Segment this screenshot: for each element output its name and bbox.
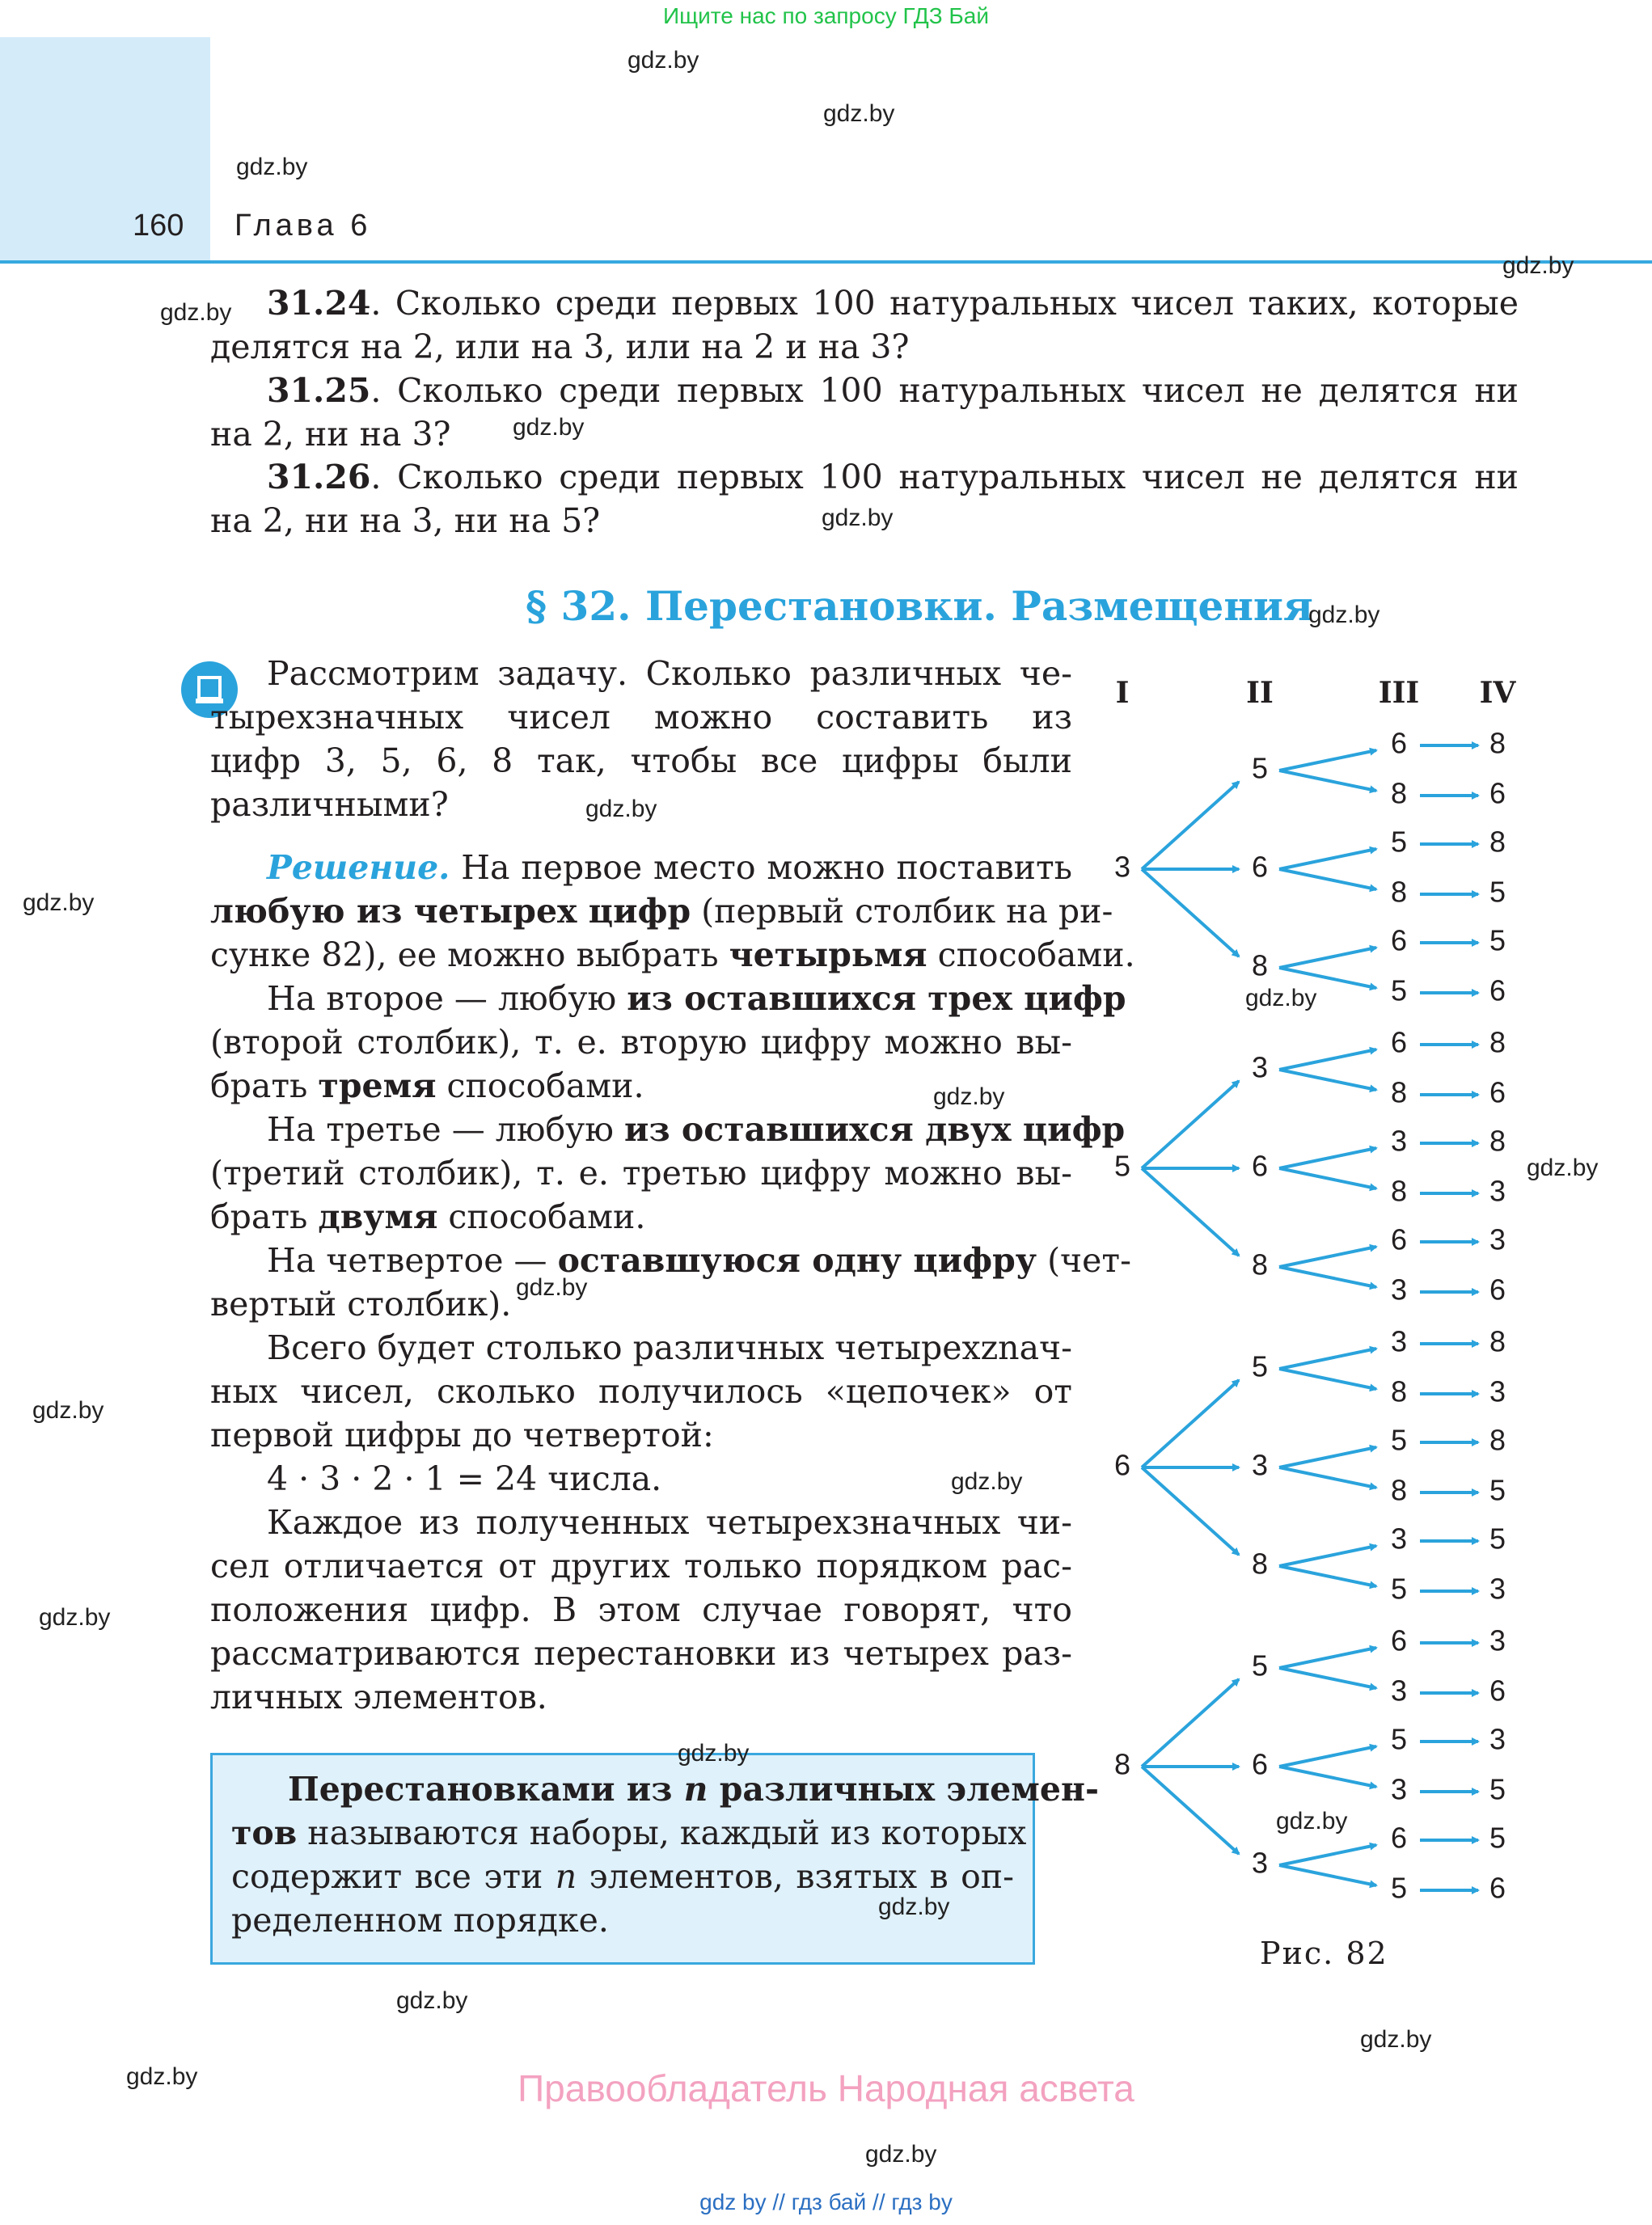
tree-arrow [1279, 1447, 1376, 1467]
fourth-digit: 8 [1489, 1324, 1506, 1358]
solution-line: (второй столбик), т. е. вторую цифру можно вы- [210, 1023, 1072, 1062]
emphasis: тремя [318, 1066, 437, 1105]
solution-line [267, 977, 1126, 1020]
permutation-tree-diagram [1084, 663, 1536, 1924]
solution-line: личных элементов. [210, 1678, 547, 1716]
fourth-digit: 6 [1489, 1273, 1506, 1307]
fourth-digit: 6 [1489, 776, 1506, 810]
third-digit: 6 [1390, 726, 1408, 760]
tree-arrow [1279, 771, 1376, 791]
column-header: II [1246, 676, 1274, 710]
definition-line [231, 1811, 1027, 1855]
emphasis: любую из четырех цифр [210, 892, 691, 931]
tree-arrow [1279, 1049, 1376, 1070]
third-digit: 6 [1390, 923, 1408, 957]
watermark: gdz.by [1527, 1155, 1599, 1181]
second-digit: 3 [1251, 1846, 1269, 1880]
emphasis: четырьмя [729, 935, 927, 974]
third-digit: 3 [1390, 1772, 1408, 1806]
emphasis: различных элемен- [708, 1770, 1099, 1809]
watermark: gdz.by [678, 1740, 750, 1767]
problem-text: . Сколько среди первых 100 натуральных чисел не делятся ни [370, 371, 1519, 410]
fourth-digit: 6 [1489, 973, 1506, 1007]
second-digit: 5 [1251, 1649, 1269, 1682]
watermark: gdz.by [236, 154, 308, 180]
watermark: gdz.by [822, 505, 894, 531]
tree-arrow [1279, 1865, 1376, 1885]
watermark: gdz.by [1360, 2026, 1432, 2053]
fourth-digit: 3 [1489, 1374, 1506, 1408]
watermark: gdz.by [585, 796, 657, 822]
formula: 4 · 3 · 2 · 1 = 24 числа. [267, 1459, 662, 1498]
problem-31-25-line2: на 2, ни на 3? [210, 415, 451, 454]
definition-line: ределенном порядке. [231, 1901, 609, 1940]
fourth-digit: 8 [1489, 726, 1506, 760]
problem-number: 31.25 [267, 371, 371, 410]
third-digit: 6 [1390, 1222, 1408, 1256]
tree-arrow [1279, 1247, 1376, 1267]
task-line: тырехзначных чисел можно составить из [210, 698, 1072, 737]
definition-text: элементов, взятых в оп- [577, 1857, 1014, 1896]
tree-arrow [1142, 1767, 1239, 1854]
watermark: gdz.by [1245, 985, 1317, 1011]
solution-line [210, 889, 1113, 933]
emphasis: из оставшихся двух цифр [624, 1110, 1126, 1149]
fourth-digit: 5 [1489, 1821, 1506, 1855]
watermark: gdz.by [160, 299, 232, 326]
watermark: gdz.by [39, 1604, 111, 1631]
definition-text: называются наборы, каждый из которых [297, 1813, 1027, 1852]
problem-text: . Сколько среди первых 100 натуральных чисел не делятся ни [370, 458, 1519, 496]
tree-arrow [1279, 1349, 1376, 1369]
tree-arrow [1279, 1668, 1376, 1688]
third-digit: 8 [1390, 1374, 1408, 1408]
emphasis: тов [231, 1813, 298, 1852]
emphasis: из оставшихся трех цифр [627, 979, 1126, 1018]
tree-arrow [1142, 1168, 1239, 1256]
third-digit: 5 [1390, 1572, 1408, 1606]
problem-31-25-line1 [267, 369, 1519, 412]
search-banner: Ищите нас по запросу ГДЗ Бай [662, 3, 990, 28]
third-digit: 8 [1390, 776, 1408, 810]
fourth-digit: 8 [1489, 1025, 1506, 1059]
third-digit: 5 [1390, 1871, 1408, 1905]
solution-text: способами. [437, 1197, 646, 1236]
problem-31-24-line1 [267, 281, 1519, 325]
tree-arrow [1279, 1845, 1376, 1865]
tree-arrow [1279, 1267, 1376, 1287]
second-digit: 6 [1251, 850, 1269, 884]
first-digit: 5 [1113, 1149, 1131, 1183]
tree-arrow [1142, 782, 1239, 869]
tree-arrow [1142, 1081, 1239, 1168]
third-digit: 3 [1390, 1324, 1408, 1358]
solution-line: рассматриваются перестановки из четырех раз- [210, 1634, 1072, 1673]
emphasis: двумя [318, 1197, 438, 1236]
fourth-digit: 5 [1489, 923, 1506, 957]
section-title: § 32. Перестановки. Размещения [526, 582, 1313, 630]
problem-number: 31.24 [267, 284, 371, 323]
tree-arrow [1279, 1467, 1376, 1488]
tree-arrow [1279, 1148, 1376, 1168]
fourth-digit: 3 [1489, 1572, 1506, 1606]
third-digit: 8 [1390, 1174, 1408, 1208]
third-digit: 6 [1390, 1821, 1408, 1855]
second-digit: 5 [1251, 1349, 1269, 1383]
second-digit: 6 [1251, 1149, 1269, 1183]
watermark: gdz.by [126, 2063, 198, 2090]
tree-arrow [1279, 1070, 1376, 1090]
solution-line: вертый столбик). [210, 1285, 512, 1324]
solution-line: положения цифр. В этом случае говорят, что [210, 1590, 1072, 1629]
solution-line: ных чисел, сколько получилось «цепочек» от [210, 1372, 1072, 1411]
tree-arrow [1142, 1467, 1239, 1555]
definition-line [288, 1767, 1099, 1811]
solution-text: способами. [927, 935, 1135, 974]
watermark: gdz.by [396, 1987, 468, 2014]
third-digit: 8 [1390, 1473, 1408, 1507]
third-digit: 8 [1390, 875, 1408, 909]
task-line: Рассмотрим задачу. Сколько различных че- [267, 654, 1072, 693]
third-digit: 5 [1390, 825, 1408, 859]
fourth-digit: 8 [1489, 1423, 1506, 1457]
tree-arrow [1279, 1648, 1376, 1668]
fourth-digit: 6 [1489, 1075, 1506, 1109]
third-digit: 5 [1390, 1722, 1408, 1756]
first-digit: 6 [1113, 1448, 1131, 1482]
fourth-digit: 8 [1489, 825, 1506, 859]
copyright-notice: Правообладатель Народная асвета [518, 2067, 1134, 2109]
problem-31-26-line1 [267, 455, 1519, 499]
watermark: gdz.by [1502, 252, 1574, 279]
solution-text: На первое место можно поставить [450, 848, 1072, 887]
watermark: gdz.by [32, 1397, 104, 1424]
variable: n [683, 1770, 708, 1809]
task-line: различными? [210, 785, 449, 824]
solution-line: (третий столбик), т. е. третью цифру можно вы- [210, 1154, 1072, 1193]
solution-label: Решение. [267, 848, 450, 887]
page-number: 160 [133, 209, 184, 243]
fourth-digit: 6 [1489, 1871, 1506, 1905]
solution-text: брать [210, 1197, 319, 1236]
solution-line [267, 846, 1072, 889]
third-digit: 6 [1390, 1025, 1408, 1059]
solution-line [210, 1064, 644, 1108]
column-header: III [1378, 676, 1420, 710]
tree-arrow [1279, 1369, 1376, 1389]
fourth-digit: 3 [1489, 1623, 1506, 1657]
second-digit: 3 [1251, 1050, 1269, 1084]
bottom-links[interactable]: gdz by // гдз бай // гдз by [699, 2189, 953, 2214]
tree-arrow [1142, 1679, 1239, 1767]
chapter-title: Глава 6 [234, 209, 372, 243]
watermark: gdz.by [627, 47, 699, 74]
header-rule [0, 260, 1652, 264]
emphasis: Перестановками из [288, 1770, 684, 1809]
fourth-digit: 8 [1489, 1124, 1506, 1158]
fourth-digit: 3 [1489, 1174, 1506, 1208]
solution-line [210, 933, 1135, 977]
solution-line: Всего будет столько различных четырехznач- [267, 1328, 1072, 1367]
watermark: gdz.by [1276, 1808, 1348, 1834]
third-digit: 5 [1390, 973, 1408, 1007]
watermark: gdz.by [865, 2141, 937, 2168]
solution-text: На четвертое — [267, 1241, 558, 1280]
solution-text: (чет- [1037, 1241, 1131, 1280]
tree-arrow [1279, 1566, 1376, 1586]
solution-text: На второе — любую [267, 979, 627, 1018]
fourth-digit: 5 [1489, 1772, 1506, 1806]
watermark: gdz.by [951, 1468, 1023, 1495]
tree-arrow [1279, 1746, 1376, 1767]
problem-text: . Сколько среди первых 100 натуральных чисел таких, которые [370, 284, 1519, 323]
tree-arrow [1279, 1546, 1376, 1566]
solution-text: сунке 82), ее можно выбрать [210, 935, 729, 974]
fourth-digit: 3 [1489, 1722, 1506, 1756]
tree-arrow [1279, 869, 1376, 889]
tree-arrow [1279, 750, 1376, 771]
fourth-digit: 3 [1489, 1222, 1506, 1256]
fourth-digit: 5 [1489, 875, 1506, 909]
solution-line [210, 1195, 645, 1239]
definition-text: содержит все эти [231, 1857, 556, 1896]
watermark: gdz.by [23, 889, 95, 916]
tree-arrow [1279, 1168, 1376, 1188]
third-digit: 5 [1390, 1423, 1408, 1457]
watermark: gdz.by [933, 1083, 1005, 1110]
third-digit: 3 [1390, 1124, 1408, 1158]
watermark: gdz.by [513, 414, 585, 441]
column-header: IV [1479, 676, 1516, 710]
problem-31-26-line2: на 2, ни на 3, ни на 5? [210, 501, 601, 540]
watermark: gdz.by [823, 100, 895, 127]
task-line: цифр 3, 5, 6, 8 так, чтобы все цифры были [210, 741, 1072, 780]
second-digit: 8 [1251, 1248, 1269, 1281]
tree-arrow [1142, 869, 1239, 956]
solution-text: (первый столбик на ри- [691, 892, 1113, 931]
solution-line: первой цифры до четвертой: [210, 1416, 714, 1454]
solution-text: брать [210, 1066, 319, 1105]
definition-line [231, 1855, 1014, 1898]
tree-arrow [1279, 948, 1376, 968]
solution-line [267, 1239, 1131, 1282]
tree-arrow [1279, 849, 1376, 869]
second-digit: 6 [1251, 1747, 1269, 1781]
tree-arrow [1142, 1380, 1239, 1467]
column-header: I [1115, 676, 1130, 710]
second-digit: 5 [1251, 751, 1269, 785]
first-digit: 8 [1113, 1747, 1131, 1781]
solution-line [267, 1108, 1126, 1151]
third-digit: 8 [1390, 1075, 1408, 1109]
second-digit: 8 [1251, 1547, 1269, 1581]
first-digit: 3 [1113, 850, 1131, 884]
solution-text: На третье — любую [267, 1110, 625, 1149]
second-digit: 8 [1251, 948, 1269, 982]
fourth-digit: 5 [1489, 1473, 1506, 1507]
watermark: gdz.by [878, 1894, 950, 1920]
tree-arrow [1279, 1767, 1376, 1787]
second-digit: 3 [1251, 1448, 1269, 1482]
solution-line: сел отличается от других только порядком рас- [210, 1547, 1072, 1585]
third-digit: 3 [1390, 1522, 1408, 1556]
fourth-digit: 6 [1489, 1674, 1506, 1708]
problem-number: 31.26 [267, 458, 371, 496]
fourth-digit: 5 [1489, 1522, 1506, 1556]
variable: n [555, 1857, 577, 1896]
watermark: gdz.by [1308, 602, 1380, 628]
figure-caption: Рис. 82 [1260, 1936, 1388, 1971]
problem-31-24-line2: делятся на 2, или на 3, или на 2 и на 3? [210, 327, 910, 366]
third-digit: 3 [1390, 1273, 1408, 1307]
watermark: gdz.by [516, 1274, 588, 1301]
solution-line: Каждое из полученных четырехзначных чи- [267, 1503, 1072, 1542]
third-digit: 6 [1390, 1623, 1408, 1657]
solution-text: способами. [436, 1066, 644, 1105]
third-digit: 3 [1390, 1674, 1408, 1708]
emphasis: оставшуюся одну цифру [557, 1241, 1037, 1280]
